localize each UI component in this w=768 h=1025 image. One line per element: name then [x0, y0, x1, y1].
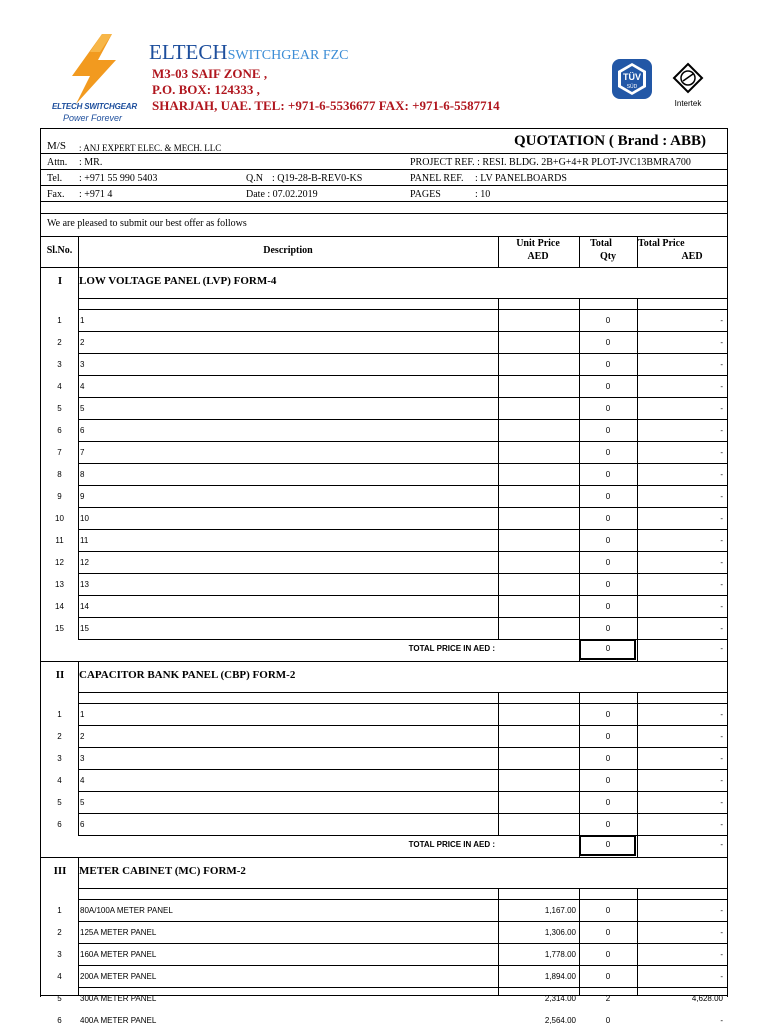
- row-description: 9: [80, 492, 85, 501]
- row-qty: 0: [605, 820, 611, 829]
- attn-value: : MR.: [79, 157, 103, 168]
- grid-line: [40, 153, 727, 154]
- row-unit-price: 1,306.00: [544, 928, 576, 937]
- row-serial: 4: [57, 382, 62, 391]
- intertek-certification-icon: [668, 62, 708, 110]
- row-description: 4: [80, 776, 85, 785]
- row-serial: 3: [57, 950, 62, 959]
- row-serial: 15: [55, 624, 64, 633]
- row-description: 6: [80, 820, 85, 829]
- letterhead: [0, 0, 768, 128]
- row-serial: 5: [57, 798, 62, 807]
- logo-tagline: Power Forever: [63, 113, 123, 123]
- row-serial: 1: [57, 710, 62, 719]
- logo-company-name: ELTECH SWITCHGEAR: [52, 102, 137, 111]
- grid-line: [40, 213, 727, 214]
- row-total-price: -: [720, 338, 723, 347]
- row-qty: 0: [605, 732, 611, 741]
- grid-line: [40, 201, 727, 202]
- row-serial: 1: [57, 316, 62, 325]
- grid-line: [78, 791, 727, 792]
- row-serial: 5: [57, 404, 62, 413]
- row-qty: 0: [605, 558, 611, 567]
- grid-line: [78, 353, 727, 354]
- row-description: 5: [80, 404, 85, 413]
- row-serial: 9: [57, 492, 62, 501]
- grid-line: [78, 485, 727, 486]
- row-qty: 0: [605, 906, 611, 915]
- section-total-label: TOTAL PRICE IN AED :: [408, 644, 495, 653]
- row-total-price: -: [720, 426, 723, 435]
- row-description: 7: [80, 448, 85, 457]
- project-ref: PROJECT REF. : RESI. BLDG. 2B+G+4+R PLOT-JVC13BMRA700: [410, 157, 691, 168]
- grid-line: [78, 309, 727, 310]
- row-qty: 0: [605, 426, 611, 435]
- row-qty: 0: [605, 776, 611, 785]
- qn-label: Q.N: [246, 173, 263, 184]
- company-name-suffix: SWITCHGEAR FZC: [227, 48, 349, 63]
- row-total-price: -: [720, 536, 723, 545]
- grid-line: [78, 943, 727, 944]
- section-title: LOW VOLTAGE PANEL (LVP) FORM-4: [79, 275, 277, 287]
- row-serial: 8: [57, 470, 62, 479]
- row-total-price: -: [720, 928, 723, 937]
- row-total-price: -: [720, 514, 723, 523]
- row-serial: 11: [55, 536, 64, 545]
- grid-line: [498, 692, 499, 835]
- row-total-price: -: [720, 906, 723, 915]
- address-line-3: SHARJAH, UAE. TEL: +971-6-5536677 FAX: +971-6-5587714: [152, 98, 500, 113]
- panel-ref-value: : LV PANELBOARDS: [475, 173, 567, 184]
- company-name: [149, 40, 349, 65]
- company-name-main: ELTECH: [149, 40, 228, 64]
- tel-label: Tel.: [47, 173, 63, 184]
- row-qty: 0: [605, 1016, 611, 1025]
- row-serial: 4: [57, 776, 62, 785]
- section-number: I: [57, 275, 63, 287]
- row-description: 300A METER PANEL: [80, 994, 157, 1003]
- row-description: 2: [80, 732, 85, 741]
- row-total-price: -: [720, 820, 723, 829]
- address-line-1: M3-03 SAIF ZONE ,: [152, 66, 268, 81]
- grid-line: [78, 813, 727, 814]
- qn-value: : Q19-28-B-REV0-KS: [272, 173, 363, 184]
- row-total-price: 4,628.00: [691, 994, 723, 1003]
- ms-value: : ANJ EXPERT ELEC. & MECH. LLC: [79, 143, 222, 153]
- section-total-price: -: [720, 840, 723, 849]
- grid-line: [40, 857, 727, 858]
- row-serial: 2: [57, 338, 62, 347]
- row-description: 1: [80, 316, 85, 325]
- section-title: CAPACITOR BANK PANEL (CBP) FORM-2: [79, 669, 296, 681]
- row-total-price: -: [720, 382, 723, 391]
- row-total-price: -: [720, 470, 723, 479]
- grid-line: [40, 185, 727, 186]
- row-unit-price: 2,564.00: [544, 1016, 576, 1025]
- row-description: 2: [80, 338, 85, 347]
- row-total-price: -: [720, 972, 723, 981]
- fax-value: : +971 4: [79, 189, 113, 200]
- row-serial: 6: [57, 1016, 62, 1025]
- row-description: 400A METER PANEL: [80, 1016, 157, 1025]
- row-qty: 0: [605, 470, 611, 479]
- row-description: 160A METER PANEL: [80, 950, 157, 959]
- grid-line: [78, 747, 727, 748]
- row-description: 3: [80, 360, 85, 369]
- grid-line: [40, 169, 727, 170]
- grid-line: [78, 298, 727, 299]
- row-description: 1: [80, 710, 85, 719]
- intro-text: We are pleased to submit our best offer as follows: [47, 218, 247, 229]
- row-qty: 0: [605, 754, 611, 763]
- row-qty: 0: [605, 536, 611, 545]
- row-serial: 2: [57, 928, 62, 937]
- row-serial: 1: [57, 906, 62, 915]
- row-total-price: -: [720, 448, 723, 457]
- grid-line: [78, 965, 727, 966]
- row-qty: 0: [605, 404, 611, 413]
- grid-line: [40, 267, 727, 268]
- fax-label: Fax.: [47, 189, 65, 200]
- row-total-price: -: [720, 732, 723, 741]
- row-total-price: -: [720, 624, 723, 633]
- row-total-price: -: [720, 776, 723, 785]
- date-value: Date : 07.02.2019: [246, 189, 318, 200]
- section-title: METER CABINET (MC) FORM-2: [79, 865, 246, 877]
- row-description: 13: [80, 580, 89, 589]
- row-total-price: -: [720, 580, 723, 589]
- row-qty: 0: [605, 624, 611, 633]
- grid-line: [78, 692, 727, 693]
- ms-label: M/S: [47, 140, 66, 152]
- row-qty: 0: [605, 972, 611, 981]
- grid-line: [78, 419, 727, 420]
- row-total-price: -: [720, 754, 723, 763]
- col-header-unit-price-currency: AED: [527, 251, 549, 262]
- row-description: 15: [80, 624, 89, 633]
- row-serial: 13: [55, 580, 64, 589]
- tuv-certification-icon: [611, 58, 653, 100]
- row-qty: 0: [605, 580, 611, 589]
- grid-line: [78, 888, 79, 996]
- quotation-title: QUOTATION ( Brand : ABB): [514, 133, 706, 149]
- grid-line: [78, 769, 727, 770]
- address-line-2: P.O. BOX: 124333 ,: [152, 82, 260, 97]
- attn-label: Attn.: [47, 157, 68, 168]
- row-total-price: -: [720, 492, 723, 501]
- row-serial: 4: [57, 972, 62, 981]
- row-serial: 7: [57, 448, 62, 457]
- row-unit-price: 1,778.00: [544, 950, 576, 959]
- row-serial: 2: [57, 732, 62, 741]
- col-header-qty: Total: [590, 238, 612, 249]
- row-qty: 0: [605, 928, 611, 937]
- grid-line: [40, 661, 727, 662]
- grid-line: [78, 529, 727, 530]
- row-description: 80A/100A METER PANEL: [80, 906, 173, 915]
- row-qty: 0: [605, 602, 611, 611]
- row-serial: 5: [57, 994, 62, 1003]
- section-number: III: [53, 865, 67, 877]
- intertek-text: Intertek: [674, 99, 702, 108]
- col-header-unit-price: Unit Price: [516, 238, 560, 249]
- grid-line: [78, 298, 79, 639]
- row-description: 12: [80, 558, 89, 567]
- row-qty: 0: [605, 798, 611, 807]
- tuv-text: TÜV: [623, 72, 641, 82]
- row-total-price: -: [720, 798, 723, 807]
- row-description: 14: [80, 602, 89, 611]
- row-unit-price: 1,167.00: [544, 906, 576, 915]
- grid-line: [78, 397, 727, 398]
- grid-line: [78, 507, 727, 508]
- grid-line: [78, 441, 727, 442]
- grid-line: [78, 899, 727, 900]
- row-qty: 0: [605, 360, 611, 369]
- grid-line: [78, 551, 727, 552]
- row-description: 6: [80, 426, 85, 435]
- row-description: 125A METER PANEL: [80, 928, 157, 937]
- col-header-total-price: Total Price: [638, 238, 685, 249]
- grid-line: [78, 331, 727, 332]
- grid-line: [78, 703, 727, 704]
- row-serial: 14: [55, 602, 64, 611]
- grid-line: [78, 463, 727, 464]
- grid-line: [78, 725, 727, 726]
- row-description: 8: [80, 470, 85, 479]
- pages-value: : 10: [475, 189, 491, 200]
- row-serial: 6: [57, 820, 62, 829]
- section-total-qty: 0: [605, 644, 611, 653]
- row-qty: 0: [605, 338, 611, 347]
- row-qty: 2: [605, 994, 611, 1003]
- row-description: 11: [80, 536, 89, 545]
- row-total-price: -: [720, 404, 723, 413]
- row-description: 200A METER PANEL: [80, 972, 157, 981]
- tuv-sub-text: SÜD: [626, 84, 638, 90]
- row-serial: 6: [57, 426, 62, 435]
- grid-line: [78, 617, 727, 618]
- row-description: 10: [80, 514, 89, 523]
- grid-line: [78, 573, 727, 574]
- pages-label: PAGES: [410, 189, 441, 200]
- grid-line: [498, 298, 499, 639]
- row-qty: 0: [605, 382, 611, 391]
- lightning-bolt-logo-icon: [50, 32, 142, 126]
- row-description: 4: [80, 382, 85, 391]
- row-qty: 0: [605, 950, 611, 959]
- row-total-price: -: [720, 316, 723, 325]
- row-qty: 0: [605, 514, 611, 523]
- col-header-description: Description: [263, 245, 313, 256]
- row-unit-price: 2,314.00: [544, 994, 576, 1003]
- col-header-total-price-currency: AED: [681, 251, 703, 262]
- row-total-price: -: [720, 710, 723, 719]
- row-qty: 0: [605, 448, 611, 457]
- section-total-label: TOTAL PRICE IN AED :: [408, 840, 495, 849]
- grid-line: [78, 987, 727, 988]
- row-qty: 0: [605, 492, 611, 501]
- tel-value: : +971 55 990 5403: [79, 173, 158, 184]
- row-qty: 0: [605, 710, 611, 719]
- row-total-price: -: [720, 558, 723, 567]
- grid-line: [78, 921, 727, 922]
- section-number: II: [55, 669, 65, 681]
- grid-line: [78, 595, 727, 596]
- row-qty: 0: [605, 316, 611, 325]
- section-total-qty: 0: [605, 840, 611, 849]
- section-total-price: -: [720, 644, 723, 653]
- grid-line: [40, 236, 727, 237]
- row-serial: 3: [57, 754, 62, 763]
- row-total-price: -: [720, 360, 723, 369]
- row-unit-price: 1,894.00: [544, 972, 576, 981]
- row-total-price: -: [720, 602, 723, 611]
- row-description: 5: [80, 798, 85, 807]
- row-total-price: -: [720, 950, 723, 959]
- row-serial: 3: [57, 360, 62, 369]
- row-total-price: -: [720, 1016, 723, 1025]
- col-header-sl: Sl.No.: [46, 245, 73, 256]
- panel-ref-label: PANEL REF.: [410, 173, 464, 184]
- grid-line: [78, 888, 727, 889]
- grid-line: [78, 692, 79, 835]
- row-serial: 12: [55, 558, 64, 567]
- row-description: 3: [80, 754, 85, 763]
- row-serial: 10: [55, 514, 64, 523]
- col-header-qty-sub: Qty: [599, 251, 617, 262]
- grid-line: [78, 375, 727, 376]
